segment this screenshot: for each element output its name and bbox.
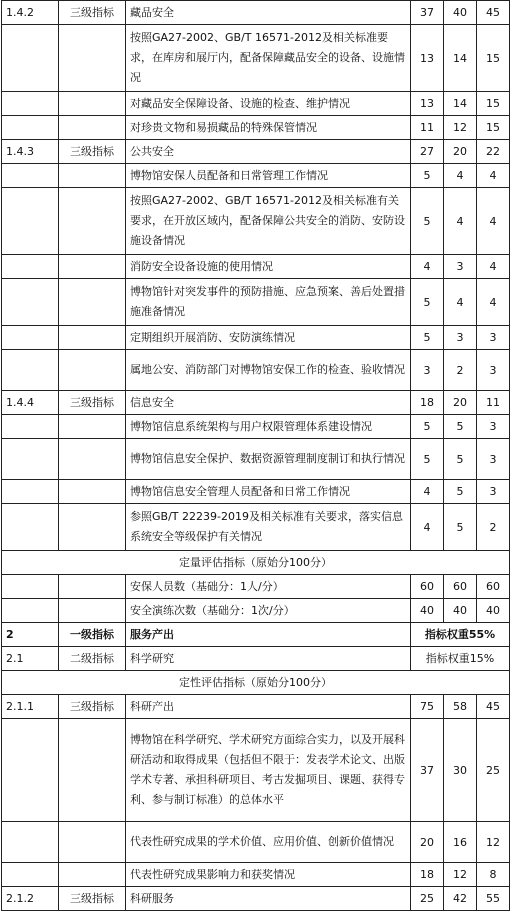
indicator-level: 一级指标 <box>59 623 126 647</box>
score-col-3: 4 <box>477 164 510 188</box>
score-col-2: 42 <box>444 887 477 911</box>
indicator-code <box>2 415 59 439</box>
indicator-description: 博物馆针对突发事件的预防措施、应急预案、善后处置措施准备情况 <box>126 279 411 326</box>
table-row <box>2 92 510 116</box>
score-col-2: 5 <box>444 415 477 439</box>
table-row <box>2 140 510 164</box>
indicator-code <box>2 863 59 887</box>
indicator-code <box>2 255 59 279</box>
score-col-1: 18 <box>411 391 444 415</box>
table-row <box>2 575 510 599</box>
indicator-description: 消防安全设备设施的使用情况 <box>126 255 411 279</box>
indicator-description: 定期组织开展消防、安防演练情况 <box>126 326 411 350</box>
indicator-description: 服务产出 <box>126 623 411 647</box>
table-body <box>2 1 510 911</box>
score-col-3: 11 <box>477 391 510 415</box>
indicator-level <box>59 255 126 279</box>
score-col-2: 20 <box>444 391 477 415</box>
indicator-code <box>2 116 59 140</box>
score-col-3: 15 <box>477 25 510 92</box>
score-col-2: 3 <box>444 326 477 350</box>
indicator-level: 三级指标 <box>59 1 126 25</box>
score-col-3: 22 <box>477 140 510 164</box>
score-col-1: 40 <box>411 599 444 623</box>
score-col-2: 58 <box>444 695 477 719</box>
indicator-level <box>59 116 126 140</box>
score-col-1: 4 <box>411 255 444 279</box>
table-row <box>2 599 510 623</box>
indicator-description: 科研产出 <box>126 695 411 719</box>
indicator-level <box>59 92 126 116</box>
indicator-description: 按照GA27-2002、GB/T 16571-2012及相关标准有关要求，在开放区域内，配备保障公共安全的消防、安防设施设备情况 <box>126 188 411 255</box>
score-col-2: 4 <box>444 279 477 326</box>
indicator-level: 三级指标 <box>59 887 126 911</box>
indicator-description: 博物馆信息系统架构与用户权限管理体系建设情况 <box>126 415 411 439</box>
score-col-2: 12 <box>444 863 477 887</box>
score-col-1: 13 <box>411 92 444 116</box>
indicator-description: 信息安全 <box>126 391 411 415</box>
score-col-1: 37 <box>411 719 444 822</box>
table-row <box>2 25 510 92</box>
score-col-1: 5 <box>411 279 444 326</box>
score-col-3: 3 <box>477 415 510 439</box>
score-col-1: 5 <box>411 415 444 439</box>
score-col-1: 5 <box>411 164 444 188</box>
table-row <box>2 255 510 279</box>
indicator-description: 代表性研究成果的学术价值、应用价值、创新价值情况 <box>126 822 411 863</box>
indicator-code <box>2 599 59 623</box>
table-row <box>2 116 510 140</box>
table-row <box>2 391 510 415</box>
score-col-1: 11 <box>411 116 444 140</box>
score-col-1: 25 <box>411 887 444 911</box>
score-col-1: 20 <box>411 822 444 863</box>
table-row <box>2 439 510 480</box>
indicator-code <box>2 188 59 255</box>
indicator-code <box>2 350 59 391</box>
indicator-description: 博物馆信息安全保护、数据资源管理制度制订和执行情况 <box>126 439 411 480</box>
indicator-description: 公共安全 <box>126 140 411 164</box>
score-col-2: 40 <box>444 599 477 623</box>
indicator-description: 属地公安、消防部门对博物馆安保工作的检查、验收情况 <box>126 350 411 391</box>
table-row <box>2 719 510 822</box>
score-col-2: 14 <box>444 25 477 92</box>
indicator-code: 2.1 <box>2 647 59 671</box>
indicator-code: 2.1.2 <box>2 887 59 911</box>
indicator-level <box>59 350 126 391</box>
indicator-level <box>59 415 126 439</box>
indicator-code <box>2 575 59 599</box>
indicator-weight: 指标权重15% <box>411 647 510 671</box>
score-col-3: 45 <box>477 695 510 719</box>
indicator-code: 2.1.1 <box>2 695 59 719</box>
score-col-1: 4 <box>411 504 444 551</box>
indicator-description: 对珍贵文物和易损藏品的特殊保管情况 <box>126 116 411 140</box>
score-col-1: 75 <box>411 695 444 719</box>
table-row <box>2 350 510 391</box>
score-col-1: 27 <box>411 140 444 164</box>
score-col-2: 4 <box>444 188 477 255</box>
score-col-3: 4 <box>477 279 510 326</box>
score-col-3: 45 <box>477 1 510 25</box>
score-col-1: 5 <box>411 326 444 350</box>
score-col-1: 18 <box>411 863 444 887</box>
indicator-description: 安保人员数（基础分：1人/分） <box>126 575 411 599</box>
indicator-description: 参照GB/T 22239-2019及相关标准有关要求，落实信息系统安全等级保护有关情况 <box>126 504 411 551</box>
table-row <box>2 647 510 671</box>
table-row <box>2 822 510 863</box>
score-col-2: 16 <box>444 822 477 863</box>
score-col-2: 60 <box>444 575 477 599</box>
indicator-description: 科研服务 <box>126 887 411 911</box>
indicator-level <box>59 599 126 623</box>
indicator-code <box>2 25 59 92</box>
table-row <box>2 164 510 188</box>
table-row <box>2 188 510 255</box>
indicator-code: 1.4.4 <box>2 391 59 415</box>
score-col-2: 40 <box>444 1 477 25</box>
score-col-3: 2 <box>477 504 510 551</box>
section-header-row <box>2 551 510 575</box>
indicator-level: 二级指标 <box>59 647 126 671</box>
indicator-level <box>59 504 126 551</box>
indicator-level <box>59 439 126 480</box>
indicator-level <box>59 863 126 887</box>
indicator-level <box>59 719 126 822</box>
indicator-level <box>59 822 126 863</box>
indicator-code <box>2 92 59 116</box>
score-col-3: 8 <box>477 863 510 887</box>
table-row <box>2 480 510 504</box>
section-title: 定性评估指标（原始分100分） <box>2 671 510 695</box>
indicator-code <box>2 822 59 863</box>
score-col-3: 3 <box>477 439 510 480</box>
score-col-3: 3 <box>477 480 510 504</box>
indicator-code <box>2 279 59 326</box>
section-title: 定量评估指标（原始分100分） <box>2 551 510 575</box>
score-col-1: 5 <box>411 439 444 480</box>
indicator-description: 科学研究 <box>126 647 411 671</box>
indicator-description: 按照GA27-2002、GB/T 16571-2012及相关标准要求，在库房和展厅内，配备保障藏品安全的设备、设施情况 <box>126 25 411 92</box>
score-col-2: 20 <box>444 140 477 164</box>
score-col-2: 5 <box>444 480 477 504</box>
score-col-1: 13 <box>411 25 444 92</box>
indicator-description: 博物馆在科学研究、学术研究方面综合实力，以及开展科研活动和取得成果（包括但不限于：发表学术论文、出版学术专著、承担科研项目、考古发掘项目、课题、获得专利、参与制订标准）的总体水平 <box>126 719 411 822</box>
score-col-1: 5 <box>411 188 444 255</box>
indicator-level: 三级指标 <box>59 140 126 164</box>
indicator-level: 三级指标 <box>59 695 126 719</box>
score-col-1: 3 <box>411 350 444 391</box>
table-row <box>2 863 510 887</box>
table-row <box>2 887 510 911</box>
table-row <box>2 279 510 326</box>
indicator-code <box>2 719 59 822</box>
indicator-code: 2 <box>2 623 59 647</box>
indicator-description: 安全演练次数（基础分：1次/分） <box>126 599 411 623</box>
indicator-description: 对藏品安全保障设备、设施的检查、维护情况 <box>126 92 411 116</box>
score-col-2: 2 <box>444 350 477 391</box>
section-header-row <box>2 671 510 695</box>
indicator-level <box>59 25 126 92</box>
indicator-description: 藏品安全 <box>126 1 411 25</box>
indicator-code <box>2 504 59 551</box>
table-row <box>2 695 510 719</box>
score-col-3: 40 <box>477 599 510 623</box>
score-col-3: 15 <box>477 92 510 116</box>
score-col-1: 37 <box>411 1 444 25</box>
indicator-code: 1.4.2 <box>2 1 59 25</box>
indicator-description: 博物馆安保人员配备和日常管理工作情况 <box>126 164 411 188</box>
score-col-2: 5 <box>444 504 477 551</box>
indicator-code <box>2 164 59 188</box>
indicator-level <box>59 575 126 599</box>
indicator-level <box>59 279 126 326</box>
score-col-2: 30 <box>444 719 477 822</box>
score-col-2: 12 <box>444 116 477 140</box>
score-col-2: 3 <box>444 255 477 279</box>
score-col-2: 4 <box>444 164 477 188</box>
indicator-level <box>59 188 126 255</box>
score-col-2: 5 <box>444 439 477 480</box>
indicator-level <box>59 326 126 350</box>
score-col-3: 4 <box>477 188 510 255</box>
score-col-3: 55 <box>477 887 510 911</box>
score-col-3: 3 <box>477 350 510 391</box>
table-row <box>2 504 510 551</box>
evaluation-table <box>1 0 510 911</box>
table-row <box>2 1 510 25</box>
table-row <box>2 623 510 647</box>
indicator-code: 1.4.3 <box>2 140 59 164</box>
score-col-3: 3 <box>477 326 510 350</box>
score-col-2: 14 <box>444 92 477 116</box>
score-col-3: 25 <box>477 719 510 822</box>
indicator-description: 博物馆信息安全管理人员配备和日常工作情况 <box>126 480 411 504</box>
indicator-level <box>59 480 126 504</box>
score-col-3: 15 <box>477 116 510 140</box>
table-row <box>2 326 510 350</box>
indicator-code <box>2 326 59 350</box>
score-col-3: 4 <box>477 255 510 279</box>
indicator-level: 三级指标 <box>59 391 126 415</box>
score-col-3: 60 <box>477 575 510 599</box>
indicator-code <box>2 439 59 480</box>
indicator-weight: 指标权重55% <box>411 623 510 647</box>
score-col-3: 12 <box>477 822 510 863</box>
score-col-1: 60 <box>411 575 444 599</box>
table-row <box>2 415 510 439</box>
indicator-level <box>59 164 126 188</box>
indicator-code <box>2 480 59 504</box>
indicator-description: 代表性研究成果影响力和获奖情况 <box>126 863 411 887</box>
score-col-1: 4 <box>411 480 444 504</box>
